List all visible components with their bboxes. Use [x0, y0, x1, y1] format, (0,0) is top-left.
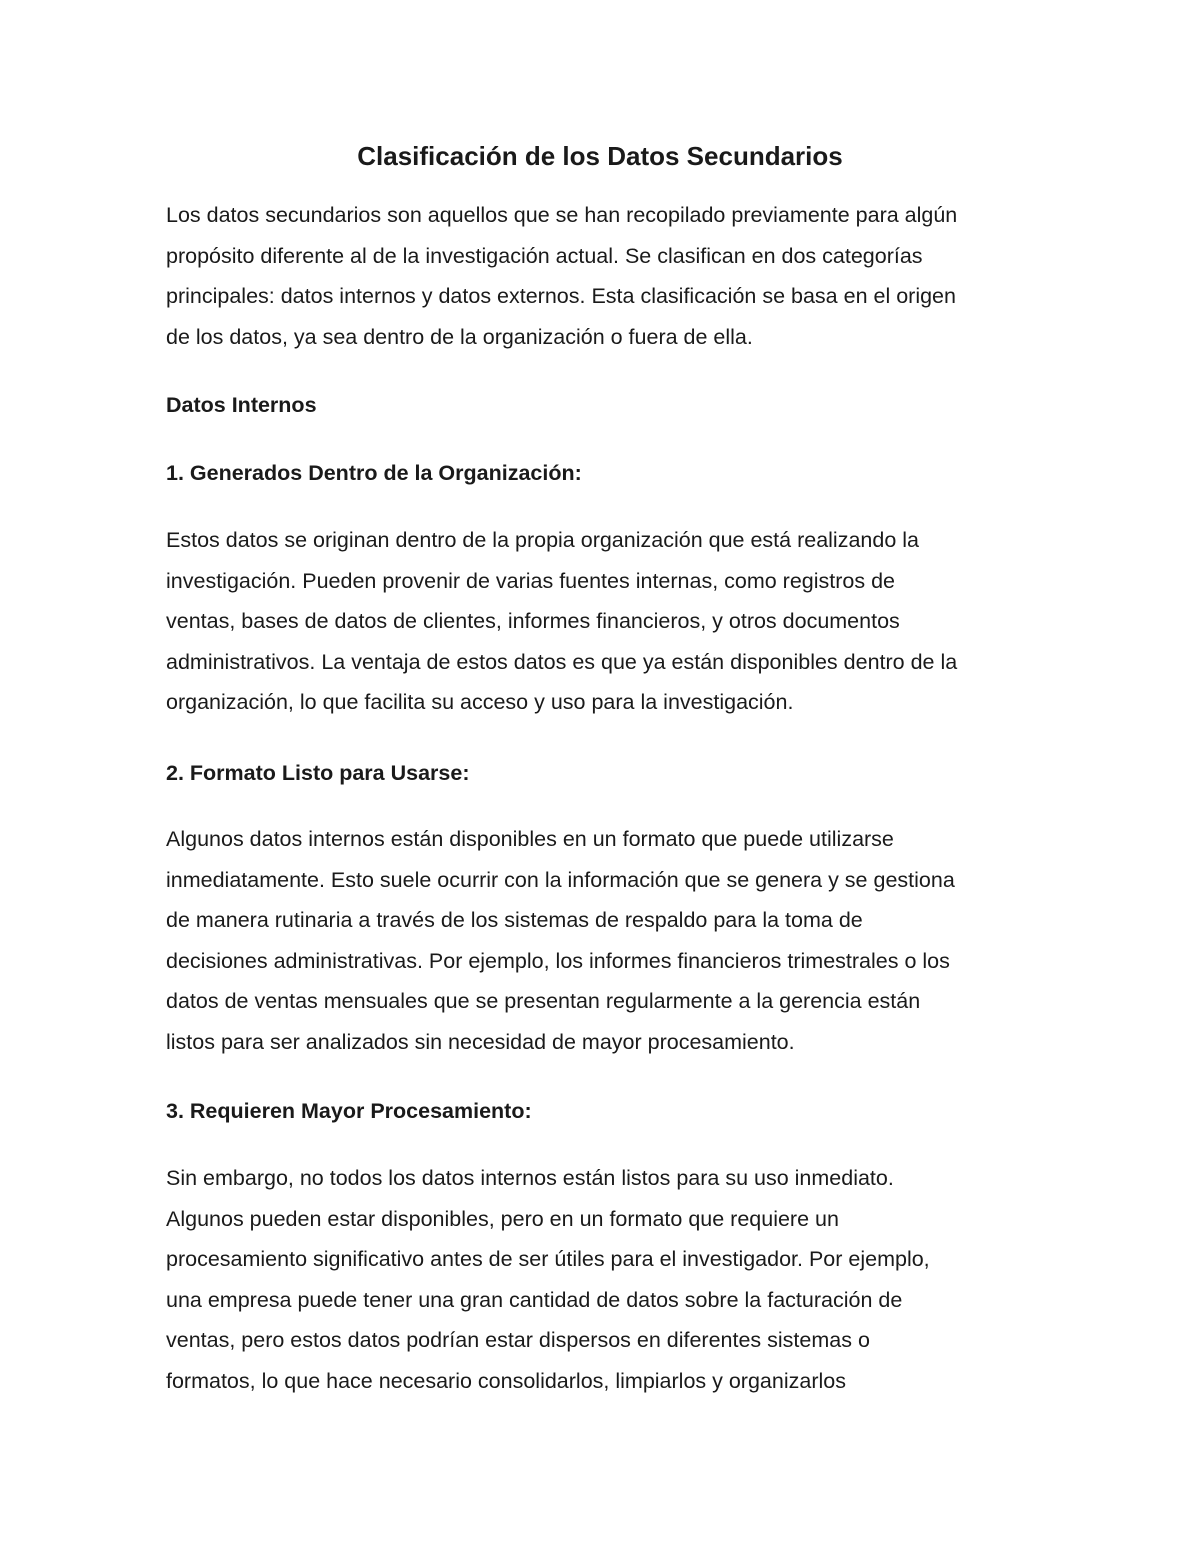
item-paragraph-3	[166, 1158, 1046, 1402]
item-heading-3: 3. Requieren Mayor Procesamiento:	[166, 1099, 532, 1123]
text-line: investigación. Pueden provenir de varias fuentes internas, como registros de	[166, 568, 896, 593]
text-line: de manera rutinaria a través de los sistemas de respaldo para la toma de	[166, 908, 863, 933]
text-line: Algunos pueden estar disponibles, pero en un formato que requiere un	[166, 1206, 839, 1231]
text-line: propósito diferente al de la investigación actual. Se clasifican en dos categorías	[166, 243, 923, 268]
text-line: organización, lo que facilita su acceso y uso para la investigación.	[166, 690, 794, 715]
text-line: procesamiento significativo antes de ser útiles para el investigador. Por ejemplo,	[166, 1247, 930, 1272]
text-line: decisiones administrativas. Por ejemplo, los informes financieros trimestrales o los	[166, 948, 950, 973]
item-heading-2: 2. Formato Listo para Usarse:	[166, 761, 470, 785]
text-line: una empresa puede tener una gran cantidad de datos sobre la facturación de	[166, 1287, 903, 1312]
text-line: inmediatamente. Esto suele ocurrir con la información que se genera y se gestiona	[166, 867, 955, 892]
text-line: Sin embargo, no todos los datos internos están listos para su uso inmediato.	[166, 1166, 894, 1190]
intro-paragraph	[166, 195, 1046, 357]
text-line: Los datos secundarios son aquellos que se han recopilado previamente para algún	[166, 203, 958, 227]
text-line: de los datos, ya sea dentro de la organización o fuera de ella.	[166, 324, 753, 349]
text-line: Estos datos se originan dentro de la propia organización que está realizando la	[166, 528, 919, 552]
text-line: Algunos datos internos están disponibles en un formato que puede utilizarse	[166, 827, 894, 851]
text-line: ventas, pero estos datos podrían estar dispersos en diferentes sistemas o	[166, 1328, 870, 1353]
item-paragraph-2	[166, 819, 1046, 1063]
item-heading-1: 1. Generados Dentro de la Organización:	[166, 461, 582, 485]
text-line: listos para ser analizados sin necesidad de mayor procesamiento.	[166, 1029, 795, 1054]
text-line: formatos, lo que hace necesario consolidarlos, limpiarlos y organizarlos	[166, 1368, 846, 1393]
text-line: ventas, bases de datos de clientes, informes financieros, y otros documentos	[166, 609, 900, 634]
text-line: administrativos. La ventaja de estos datos es que ya están disponibles dentro de la	[166, 649, 958, 674]
item-paragraph-1	[166, 520, 1046, 723]
text-line: datos de ventas mensuales que se presentan regularmente a la gerencia están	[166, 989, 921, 1014]
document-title: Clasificación de los Datos Secundarios	[357, 141, 843, 171]
text-line: principales: datos internos y datos externos. Esta clasificación se basa en el origen	[166, 284, 956, 309]
section-heading-datos-internos: Datos Internos	[166, 393, 317, 417]
